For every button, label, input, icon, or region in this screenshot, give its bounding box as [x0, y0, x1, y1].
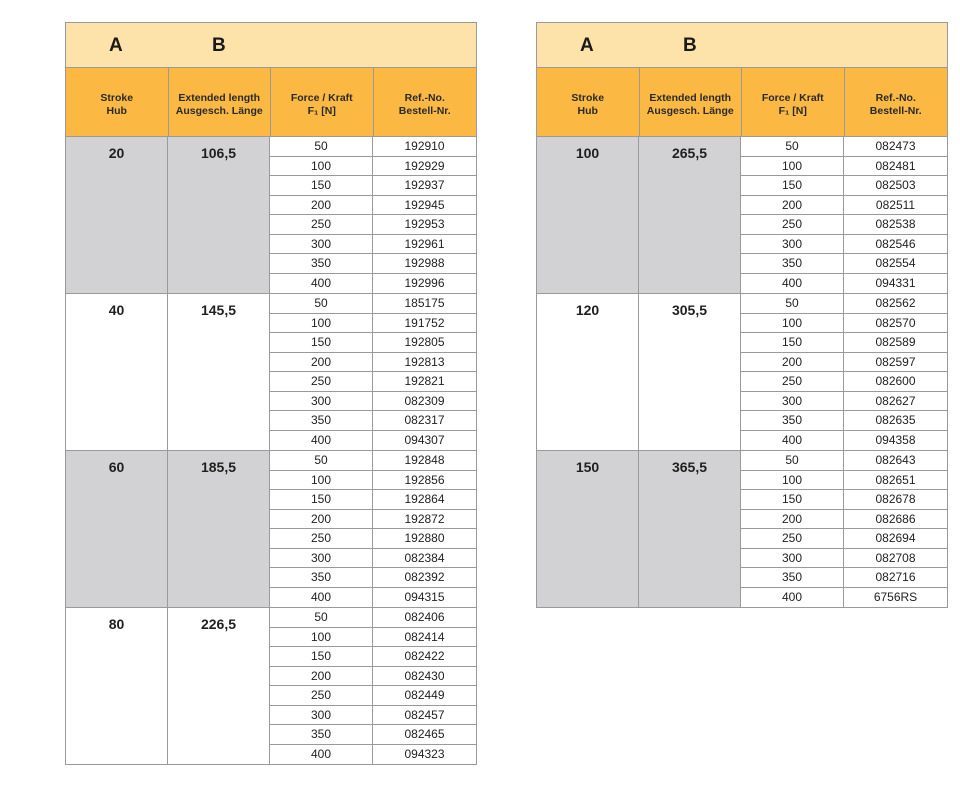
- ref-no-value: 192929: [373, 157, 476, 176]
- force-value: 350: [270, 725, 373, 744]
- table-row: [270, 411, 476, 431]
- force-value: 350: [741, 254, 844, 273]
- stroke-value: 120: [537, 294, 639, 450]
- force-value: 150: [270, 647, 373, 666]
- ref-no-value: 082406: [373, 608, 476, 627]
- ref-no-value: 082457: [373, 706, 476, 725]
- table-row: [741, 333, 947, 353]
- force-value: 200: [741, 196, 844, 215]
- header-row: [537, 68, 947, 137]
- table-row: [270, 568, 476, 588]
- ref-no-value: 094323: [373, 745, 476, 765]
- force-value: 50: [741, 451, 844, 470]
- force-ref-list: [270, 137, 476, 293]
- ref-no-value: 082422: [373, 647, 476, 666]
- ref-no-value: 082309: [373, 392, 476, 411]
- extended-length-value: 106,5: [168, 137, 270, 293]
- column-letter-b: B: [212, 35, 226, 56]
- header-extended-length-line: Extended length: [178, 92, 261, 104]
- header-stroke-line: Stroke: [100, 92, 134, 104]
- table-row: [270, 235, 476, 255]
- table-row: [270, 215, 476, 235]
- force-value: 150: [741, 490, 844, 509]
- table-row: [270, 667, 476, 687]
- force-value: 100: [741, 471, 844, 490]
- extended-length-value: 185,5: [168, 451, 270, 607]
- table-row: [741, 568, 947, 588]
- force-value: 50: [270, 451, 373, 470]
- force-ref-list: [741, 137, 947, 293]
- header-stroke-line: Hub: [106, 105, 127, 117]
- force-value: 50: [270, 608, 373, 627]
- ref-no-value: 192961: [373, 235, 476, 254]
- force-value: 50: [741, 294, 844, 313]
- table-row: [270, 333, 476, 353]
- stroke-group: [66, 608, 476, 764]
- stroke-group: [66, 451, 476, 608]
- table-row: [741, 372, 947, 392]
- table-row: [741, 529, 947, 549]
- table-row: [741, 392, 947, 412]
- table-row: [270, 471, 476, 491]
- force-value: 100: [270, 314, 373, 333]
- ref-no-value: 082562: [844, 294, 947, 313]
- header-stroke-line: Stroke: [571, 92, 605, 104]
- ref-no-value: 192872: [373, 510, 476, 529]
- table-row: [270, 549, 476, 569]
- force-ref-list: [270, 451, 476, 607]
- table-row: [741, 490, 947, 510]
- stroke-value: 150: [537, 451, 639, 607]
- ref-no-value: 082600: [844, 372, 947, 391]
- force-value: 400: [741, 274, 844, 294]
- header-ref-no: [374, 68, 477, 136]
- ref-no-value: 192996: [373, 274, 476, 294]
- table-row: [270, 686, 476, 706]
- table-row: [270, 725, 476, 745]
- table-row: [270, 196, 476, 216]
- header-stroke-line: Hub: [577, 105, 598, 117]
- table-row: [741, 314, 947, 334]
- table-row: [741, 549, 947, 569]
- force-value: 200: [741, 353, 844, 372]
- ref-no-value: 082627: [844, 392, 947, 411]
- stroke-value: 60: [66, 451, 168, 607]
- header-extended-length-line: Ausgesch. Länge: [175, 105, 263, 117]
- ref-no-value: 192805: [373, 333, 476, 352]
- force-value: 150: [741, 333, 844, 352]
- table-row: [270, 490, 476, 510]
- force-value: 400: [741, 588, 844, 608]
- table-row: [270, 529, 476, 549]
- column-letter-b: B: [683, 35, 697, 56]
- force-value: 250: [270, 686, 373, 705]
- table-row: [270, 392, 476, 412]
- ref-no-value: 192848: [373, 451, 476, 470]
- force-value: 150: [270, 333, 373, 352]
- ref-no-value: 082651: [844, 471, 947, 490]
- ref-no-value: 082511: [844, 196, 947, 215]
- ref-no-value: 082481: [844, 157, 947, 176]
- extended-length-value: 226,5: [168, 608, 270, 764]
- table-row: [270, 137, 476, 157]
- table-row: [270, 274, 476, 294]
- force-value: 400: [270, 431, 373, 451]
- force-value: 300: [270, 706, 373, 725]
- force-ref-list: [741, 451, 947, 607]
- table-row: [741, 274, 947, 294]
- table-row: [741, 471, 947, 491]
- force-value: 350: [270, 568, 373, 587]
- stroke-group: [537, 137, 947, 294]
- force-value: 300: [270, 235, 373, 254]
- force-value: 50: [270, 294, 373, 313]
- header-force-line: Force / Kraft: [761, 92, 824, 104]
- table-row: [270, 706, 476, 726]
- column-letter-row: [66, 23, 476, 68]
- force-value: 300: [270, 392, 373, 411]
- ref-no-value: 094307: [373, 431, 476, 451]
- force-value: 400: [270, 588, 373, 608]
- force-value: 100: [741, 314, 844, 333]
- table-row: [741, 215, 947, 235]
- ref-no-value: 192937: [373, 176, 476, 195]
- ref-no-value: 082449: [373, 686, 476, 705]
- table-row: [741, 254, 947, 274]
- header-row: [66, 68, 476, 137]
- stroke-group: [537, 451, 947, 607]
- ref-no-value: 192910: [373, 137, 476, 156]
- table-row: [270, 647, 476, 667]
- force-value: 150: [741, 176, 844, 195]
- force-value: 250: [270, 529, 373, 548]
- gas-spring-table-left: [65, 22, 477, 765]
- ref-no-value: 082317: [373, 411, 476, 430]
- table-row: [270, 451, 476, 471]
- ref-no-value: 082554: [844, 254, 947, 273]
- force-value: 100: [270, 628, 373, 647]
- ref-no-value: 192864: [373, 490, 476, 509]
- header-stroke: [66, 68, 169, 136]
- force-value: 350: [741, 568, 844, 587]
- force-value: 300: [741, 549, 844, 568]
- ref-no-value: 082708: [844, 549, 947, 568]
- header-extended-length-line: Extended length: [649, 92, 732, 104]
- header-extended-length-line: Ausgesch. Länge: [646, 105, 734, 117]
- force-value: 250: [741, 529, 844, 548]
- force-value: 200: [270, 196, 373, 215]
- column-letter-a: A: [109, 35, 123, 56]
- table-row: [270, 157, 476, 177]
- table-row: [741, 176, 947, 196]
- header-force-line: Force / Kraft: [290, 92, 353, 104]
- force-value: 50: [270, 137, 373, 156]
- table-row: [741, 294, 947, 314]
- force-ref-list: [741, 294, 947, 450]
- header-ref-no-line: Ref.-No.: [404, 92, 445, 104]
- table-row: [270, 372, 476, 392]
- ref-no-value: 185175: [373, 294, 476, 313]
- ref-no-value: 192821: [373, 372, 476, 391]
- header-force-line: F₁ [N]: [307, 105, 336, 117]
- ref-no-value: 192945: [373, 196, 476, 215]
- header-stroke: [537, 68, 640, 136]
- header-extended-length: [169, 68, 272, 136]
- force-ref-list: [270, 608, 476, 764]
- stroke-value: 40: [66, 294, 168, 450]
- ref-no-value: 082716: [844, 568, 947, 587]
- ref-no-value: 094315: [373, 588, 476, 608]
- header-ref-no-line: Ref.-No.: [875, 92, 916, 104]
- ref-no-value: 082430: [373, 667, 476, 686]
- ref-no-value: 082597: [844, 353, 947, 372]
- force-value: 400: [270, 274, 373, 294]
- header-ref-no: [845, 68, 948, 136]
- table-row: [270, 254, 476, 274]
- force-value: 300: [741, 235, 844, 254]
- force-value: 200: [270, 353, 373, 372]
- force-value: 350: [270, 411, 373, 430]
- ref-no-value: 082570: [844, 314, 947, 333]
- extended-length-value: 365,5: [639, 451, 741, 607]
- force-value: 200: [270, 667, 373, 686]
- ref-no-value: 082392: [373, 568, 476, 587]
- stroke-value: 20: [66, 137, 168, 293]
- header-extended-length: [640, 68, 743, 136]
- table-row: [741, 196, 947, 216]
- ref-no-value: 082694: [844, 529, 947, 548]
- ref-no-value: 082465: [373, 725, 476, 744]
- extended-length-value: 145,5: [168, 294, 270, 450]
- force-value: 50: [741, 137, 844, 156]
- ref-no-value: 192953: [373, 215, 476, 234]
- force-value: 250: [741, 215, 844, 234]
- table-row: [741, 588, 947, 608]
- header-ref-no-line: Bestell-Nr.: [869, 105, 922, 117]
- table-row: [741, 235, 947, 255]
- ref-no-value: 082643: [844, 451, 947, 470]
- table-row: [741, 157, 947, 177]
- force-value: 250: [270, 215, 373, 234]
- ref-no-value: 082546: [844, 235, 947, 254]
- force-value: 200: [741, 510, 844, 529]
- table-row: [741, 451, 947, 471]
- table-row: [270, 628, 476, 648]
- table-row: [741, 510, 947, 530]
- force-value: 400: [270, 745, 373, 765]
- ref-no-value: 192856: [373, 471, 476, 490]
- table-row: [741, 353, 947, 373]
- ref-no-value: 082473: [844, 137, 947, 156]
- table-row: [270, 745, 476, 765]
- table-row: [270, 431, 476, 451]
- ref-no-value: 082589: [844, 333, 947, 352]
- stroke-group: [537, 294, 947, 451]
- ref-no-value: 094358: [844, 431, 947, 451]
- force-ref-list: [270, 294, 476, 450]
- ref-no-value: 6756RS: [844, 588, 947, 608]
- table-row: [270, 353, 476, 373]
- table-row: [270, 588, 476, 608]
- force-value: 200: [270, 510, 373, 529]
- extended-length-value: 305,5: [639, 294, 741, 450]
- force-value: 250: [270, 372, 373, 391]
- ref-no-value: 192813: [373, 353, 476, 372]
- table-row: [270, 294, 476, 314]
- force-value: 100: [741, 157, 844, 176]
- extended-length-value: 265,5: [639, 137, 741, 293]
- table-row: [270, 608, 476, 628]
- ref-no-value: 192880: [373, 529, 476, 548]
- gas-spring-table-right: [536, 22, 948, 608]
- ref-no-value: 082686: [844, 510, 947, 529]
- ref-no-value: 082678: [844, 490, 947, 509]
- table-row: [741, 411, 947, 431]
- column-letter-row: [537, 23, 947, 68]
- force-value: 350: [741, 411, 844, 430]
- table-row: [270, 314, 476, 334]
- table-row: [270, 176, 476, 196]
- stroke-group: [66, 294, 476, 451]
- force-value: 150: [270, 176, 373, 195]
- ref-no-value: 191752: [373, 314, 476, 333]
- force-value: 400: [741, 431, 844, 451]
- force-value: 150: [270, 490, 373, 509]
- ref-no-value: 082384: [373, 549, 476, 568]
- header-force: [271, 68, 374, 136]
- header-force-line: F₁ [N]: [778, 105, 807, 117]
- ref-no-value: 082635: [844, 411, 947, 430]
- force-value: 100: [270, 157, 373, 176]
- force-value: 350: [270, 254, 373, 273]
- column-letter-a: A: [580, 35, 594, 56]
- ref-no-value: 082414: [373, 628, 476, 647]
- stroke-value: 80: [66, 608, 168, 764]
- table-row: [270, 510, 476, 530]
- ref-no-value: 082503: [844, 176, 947, 195]
- stroke-group: [66, 137, 476, 294]
- stroke-value: 100: [537, 137, 639, 293]
- ref-no-value: 094331: [844, 274, 947, 294]
- force-value: 300: [741, 392, 844, 411]
- header-force: [742, 68, 845, 136]
- table-row: [741, 137, 947, 157]
- ref-no-value: 192988: [373, 254, 476, 273]
- header-ref-no-line: Bestell-Nr.: [398, 105, 451, 117]
- ref-no-value: 082538: [844, 215, 947, 234]
- force-value: 300: [270, 549, 373, 568]
- table-row: [741, 431, 947, 451]
- force-value: 100: [270, 471, 373, 490]
- force-value: 250: [741, 372, 844, 391]
